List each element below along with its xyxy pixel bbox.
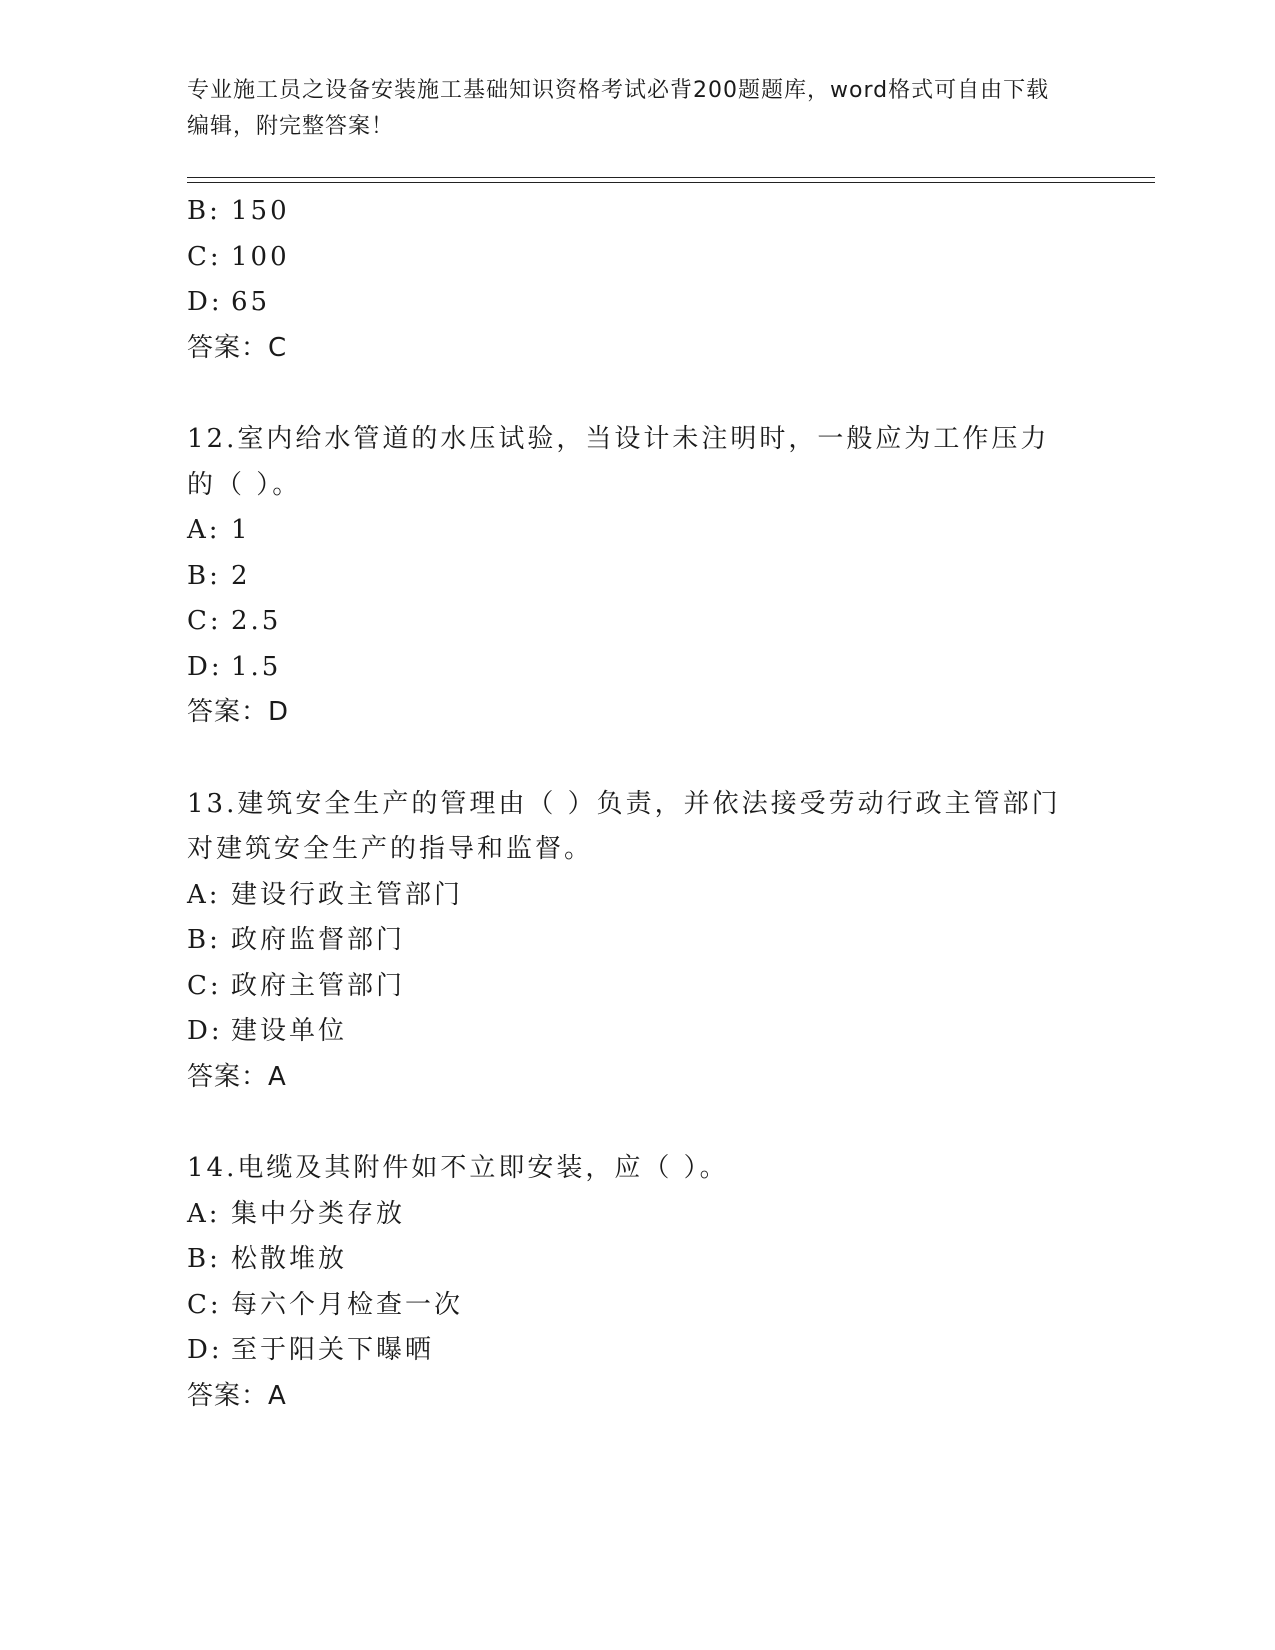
answer-line: 答案：D [187,697,290,727]
option-c [187,235,1087,281]
spacer [187,371,1087,417]
question-12 [187,417,1087,736]
option-c [187,1283,1087,1329]
option-a [187,1192,1087,1238]
option-text: 至于阳关下曝晒 [231,1335,435,1365]
option-key: A: [187,879,221,910]
option-text: 每六个月检查一次 [231,1289,464,1320]
option-key: C: [187,241,222,272]
option-c [187,964,1087,1010]
option-key: C: [187,606,222,636]
option-text: 建设行政主管部门 [231,879,464,910]
option-b [187,918,1087,964]
question-stem: 12.室内给水管道的水压试验，当设计未注明时，一般应为工作压力的（ ）。 [187,424,1050,500]
option-text: 政府主管部门 [231,970,406,1001]
option-key: A: [187,515,221,545]
option-a [187,873,1087,919]
header-rule-top [187,177,1155,178]
option-key: B: [187,560,221,591]
option-text: 政府监督部门 [231,925,406,955]
option-d [187,1328,1087,1374]
option-a [187,508,1087,554]
option-text: 2 [231,560,251,591]
option-text: 100 [231,241,290,272]
option-key: B: [187,1244,221,1274]
option-key: D: [187,651,223,682]
option-key: D: [187,1016,223,1046]
answer-line: 答案：C [187,332,288,363]
option-text: 集中分类存放 [231,1198,406,1229]
option-key: C: [187,970,222,1001]
question-list [187,189,1087,1419]
option-key: D: [187,1335,223,1365]
option-text: 松散堆放 [231,1244,348,1274]
header-rule-bottom [187,182,1155,183]
question-stem: 14.电缆及其附件如不立即安装，应（ ）。 [187,1153,729,1183]
option-text: 1 [231,515,251,545]
document-header [187,73,1067,145]
question-stem: 13.建筑安全生产的管理由（ ）负责，并依法接受劳动行政主管部门对建筑安全生产的指导和监督。 [187,788,1061,864]
question-13 [187,782,1087,1101]
option-text: 1.5 [231,651,282,682]
option-key: C: [187,1289,222,1320]
option-key: D: [187,287,223,317]
partial-question [187,189,1087,371]
option-key: B: [187,925,221,955]
option-b [187,189,1087,235]
option-key: B: [187,196,221,226]
option-text: 2.5 [231,606,282,636]
answer-line: 答案：A [187,1380,287,1411]
option-d [187,1009,1087,1055]
option-d [187,645,1087,691]
option-text: 150 [231,196,290,226]
spacer [187,736,1087,782]
option-b [187,1237,1087,1283]
option-text: 65 [231,287,271,317]
option-c [187,599,1087,645]
question-14 [187,1146,1087,1419]
option-b [187,554,1087,600]
option-key: A: [187,1198,221,1229]
option-text: 建设单位 [231,1016,348,1046]
option-d [187,280,1087,326]
spacer [187,1100,1087,1146]
header-title: 专业施工员之设备安装施工基础知识资格考试必背200题题库，word格式可自由下载编辑，附完整答案！ [187,78,1050,139]
answer-line: 答案：A [187,1061,287,1092]
